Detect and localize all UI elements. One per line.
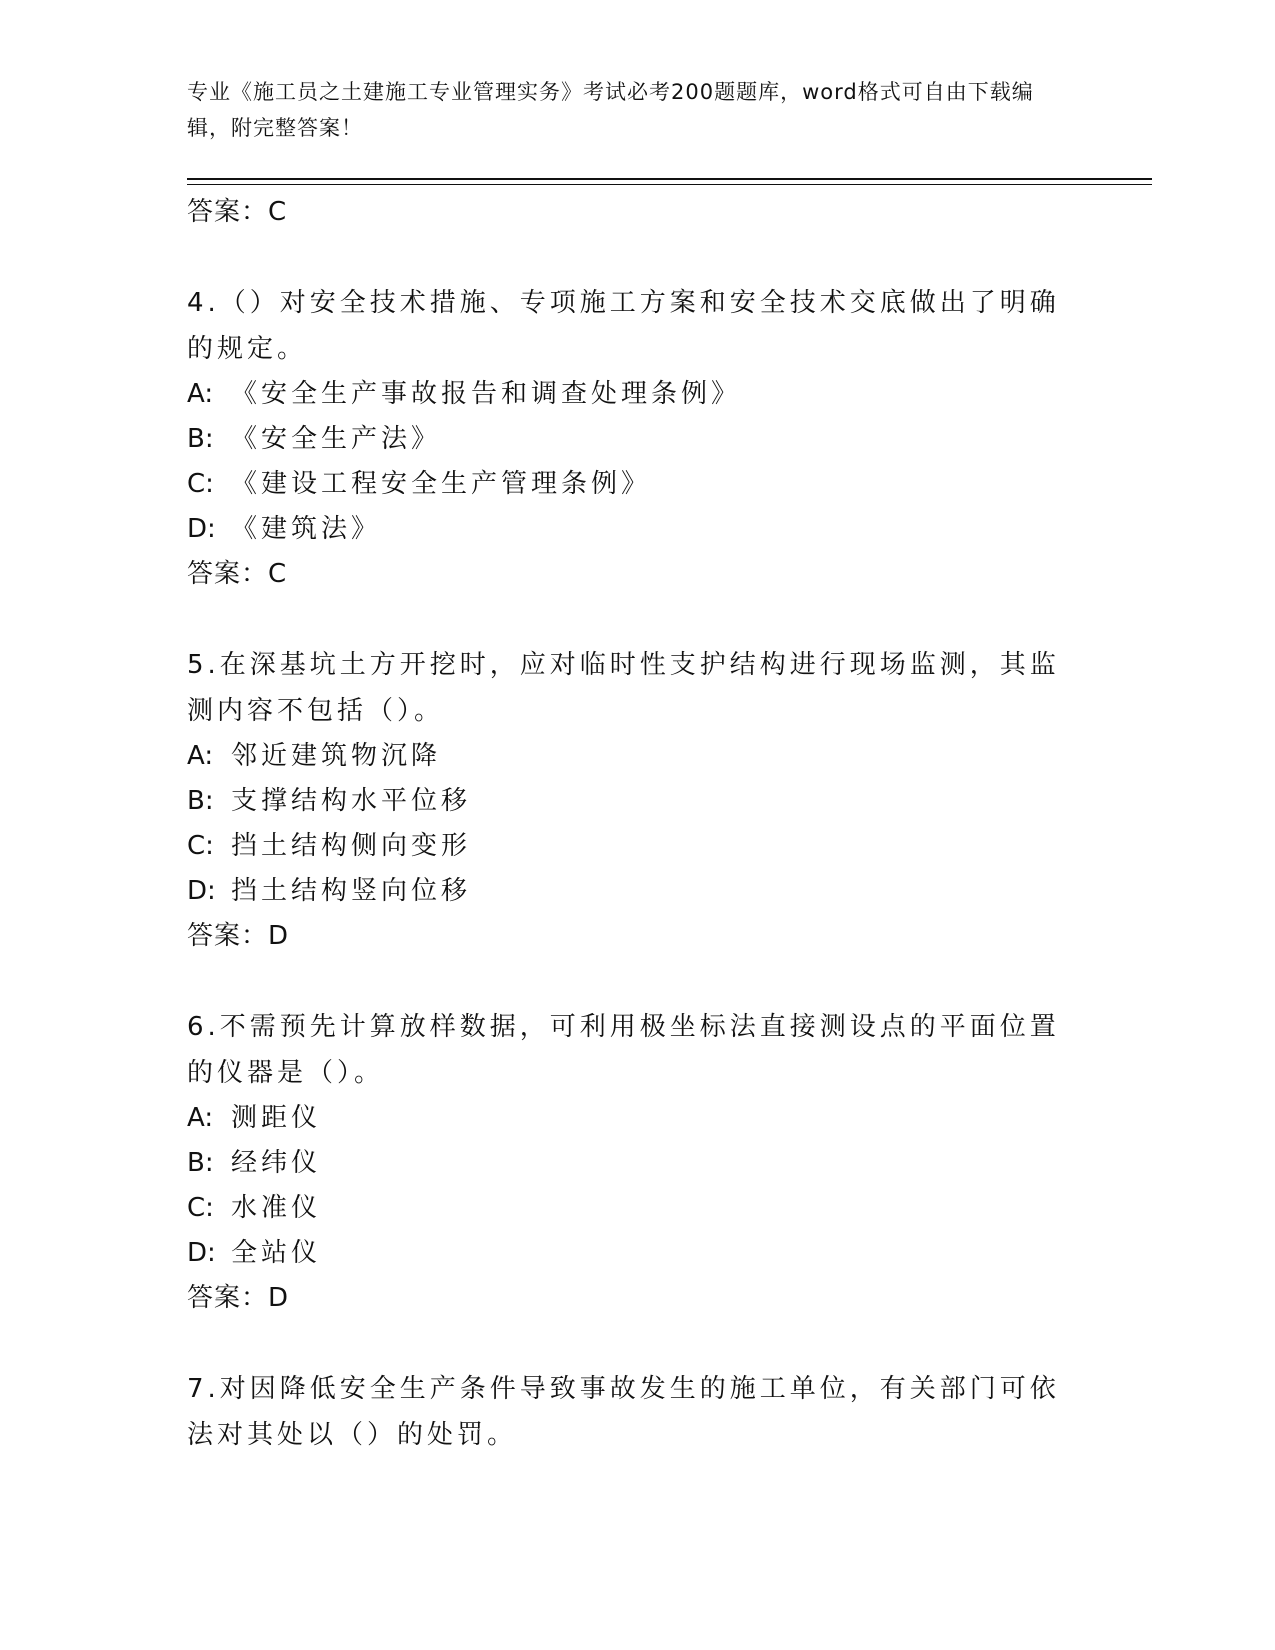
question-stem: 7.对因降低安全生产条件导致事故发生的施工单位，有关部门可依法对其处以（）的处罚。 [187,1374,1060,1450]
document-body [187,190,1067,1458]
option-text: 水准仪 [231,1193,322,1223]
question-block [187,280,1067,596]
option-text: 《安全生产法》 [231,424,442,454]
option-key: D: [187,514,216,544]
option-a [187,1096,1067,1141]
option-text: 支撑结构水平位移 [231,786,472,816]
option-a [187,372,1067,417]
option-key: B: [187,1148,214,1178]
option-a [187,734,1067,779]
answer-line: 答案：D [187,921,290,951]
option-b [187,1141,1067,1186]
option-text: 《建筑法》 [231,514,382,544]
option-text: 经纬仪 [231,1148,322,1178]
option-d [187,1231,1067,1276]
spacer [187,1320,1067,1366]
spacer [187,234,1067,280]
option-key: B: [187,424,214,454]
option-c [187,1186,1067,1231]
option-text: 测距仪 [231,1103,322,1133]
option-key: A: [187,379,214,409]
option-key: B: [187,786,214,816]
option-text: 挡土结构竖向位移 [231,876,472,906]
option-text: 挡土结构侧向变形 [231,831,472,861]
question-block [187,1004,1067,1320]
option-b [187,779,1067,824]
answer-line: 答案：D [187,1283,290,1313]
question-stem: 4.（）对安全技术措施、专项施工方案和安全技术交底做出了明确的规定。 [187,288,1060,364]
option-key: A: [187,1103,214,1133]
option-key: D: [187,876,216,906]
option-key: C: [187,469,214,499]
spacer [187,596,1067,642]
option-text: 《安全生产事故报告和调查处理条例》 [231,379,742,409]
option-text: 《建设工程安全生产管理条例》 [231,469,652,499]
document-header: 专业《施工员之土建施工专业管理实务》考试必考200题题库，word格式可自由下载编辑，附完整答案！ [187,80,1034,140]
option-c [187,824,1067,869]
option-b [187,417,1067,462]
option-d [187,869,1067,914]
answer-line: 答案：C [187,559,288,589]
option-c [187,462,1067,507]
option-d [187,507,1067,552]
header-rule-thin [187,184,1152,185]
answer-line: 答案：C [187,197,288,227]
option-key: C: [187,1193,214,1223]
option-key: A: [187,741,214,771]
question-stem: 6.不需预先计算放样数据，可利用极坐标法直接测设点的平面位置的仪器是（）。 [187,1012,1060,1088]
option-text: 邻近建筑物沉降 [231,741,442,771]
spacer [187,958,1067,1004]
option-text: 全站仪 [231,1238,322,1268]
header-rule-thick [187,178,1152,180]
option-key: C: [187,831,214,861]
question-stem: 5.在深基坑土方开挖时，应对临时性支护结构进行现场监测，其监测内容不包括（）。 [187,650,1060,726]
option-key: D: [187,1238,216,1268]
question-block [187,642,1067,958]
question-block [187,1366,1067,1458]
